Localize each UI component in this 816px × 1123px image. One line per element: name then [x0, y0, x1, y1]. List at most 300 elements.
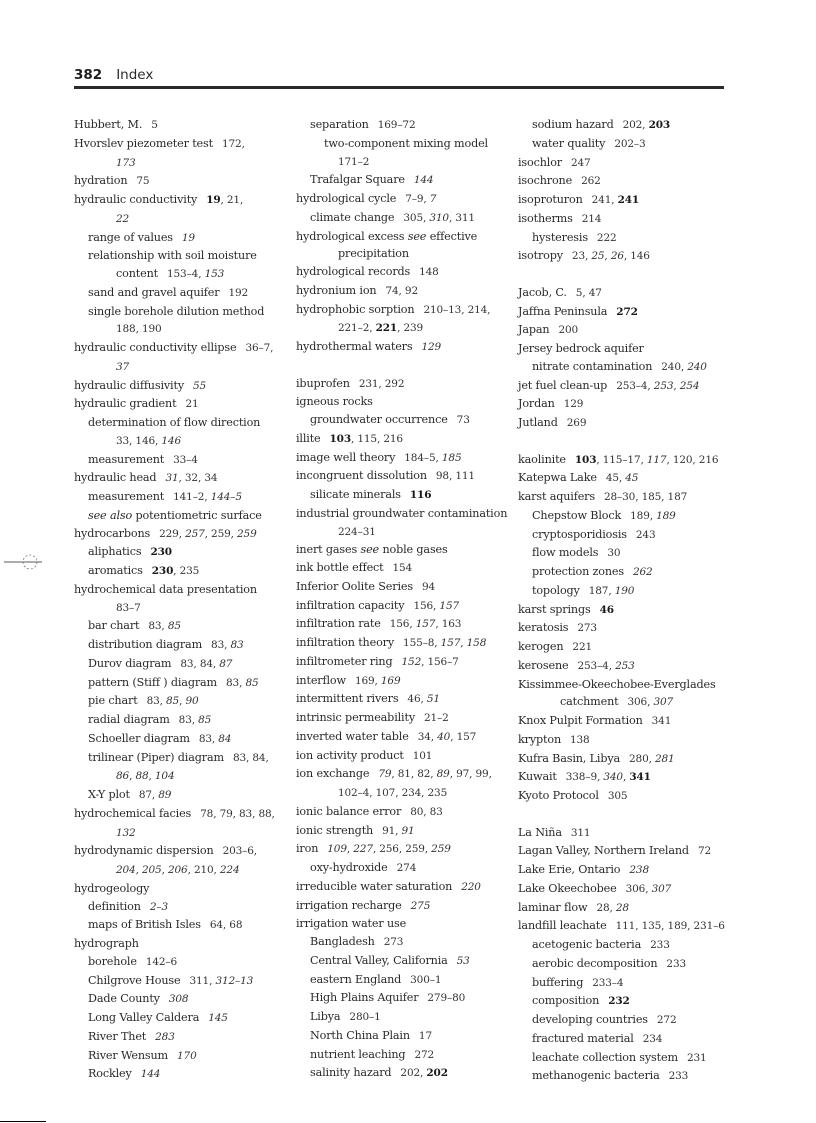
index-entry [74, 730, 288, 749]
page-ref: 103 [574, 453, 597, 466]
entry-term: hydrochemical facies [74, 806, 192, 820]
entry-pages [607, 547, 620, 559]
entry-term: hydrodynamic dispersion [74, 844, 214, 858]
entry-pages [633, 566, 653, 578]
entry-term: buffering [532, 975, 584, 989]
index-entry [518, 284, 724, 303]
index-entry [74, 525, 288, 544]
entry-term: Inferior Oolite Series [296, 579, 413, 593]
page-ref: 153–4, [166, 268, 205, 280]
entry-term: isochlor [518, 155, 562, 169]
page-ref: , 120, 216 [666, 453, 719, 466]
entry-term: X-Y plot [88, 788, 130, 801]
page-ref: 98, 111 [435, 470, 475, 483]
entry-term: Trafalgar Square [310, 173, 405, 187]
entry-term: measurement [88, 490, 165, 503]
page-ref: 30 [607, 547, 621, 560]
index-entry [296, 915, 508, 933]
page-ref: 145 [208, 1012, 228, 1024]
page-ref: 169, [354, 674, 381, 687]
entry-term: hydraulic gradient [74, 397, 177, 411]
page-ref: 109 [327, 843, 347, 856]
page-ref: 144 [413, 174, 434, 187]
entry-pages [402, 656, 459, 668]
index-entry [74, 451, 288, 470]
page-ref: 31 [165, 472, 179, 485]
entry-term: hydraulic head [74, 471, 157, 485]
entry-pages [600, 604, 614, 616]
page-ref: 26 [610, 250, 624, 263]
entry-pages [179, 714, 212, 726]
entry-term: range of values [88, 230, 173, 244]
page-ref: 259 [431, 843, 451, 856]
entry-term: igneous rocks [296, 395, 373, 409]
entry-pages [414, 174, 434, 186]
entry-pages [669, 1070, 689, 1082]
entry-term: Kyoto Protocol [518, 789, 599, 802]
index-entry [296, 709, 508, 728]
page-ref: 91 [401, 824, 415, 837]
entry-term: Kuwait [518, 770, 557, 784]
entry-term: radial diagram [88, 713, 170, 726]
index-entry [74, 469, 288, 488]
page-ref: , [161, 864, 168, 876]
entry-pages [338, 526, 376, 538]
index-entry [518, 582, 724, 601]
entry-pages [150, 901, 168, 913]
index-entry [518, 899, 724, 918]
index-entry [518, 395, 724, 414]
page-ref: 146 [161, 434, 181, 447]
page-ref: , [148, 770, 155, 783]
index-entry [518, 768, 724, 787]
index-entry [296, 690, 508, 709]
page-ref: 305, [403, 211, 430, 224]
index-entry [74, 861, 288, 880]
index-entry [518, 507, 724, 526]
entry-pages [577, 622, 597, 634]
entry-term: inert gases [296, 543, 361, 557]
page-ref: 230 [151, 565, 174, 577]
entry-pages [592, 977, 623, 989]
entry-pages [208, 1012, 228, 1024]
index-entry [518, 154, 724, 173]
page-ref: 102–4, 107, 234, 235 [338, 787, 448, 799]
page-ref: 36–7, [245, 342, 274, 354]
page-ref: 241, [591, 194, 618, 206]
page-ref: 192 [228, 286, 249, 299]
page-ref: 200 [558, 324, 579, 337]
page-ref: 300–1 [410, 973, 442, 986]
page-ref: 28, [596, 901, 616, 914]
index-entry [518, 451, 724, 470]
index-entry [518, 116, 724, 135]
index-entry [296, 375, 508, 394]
entry-term: laminar flow [518, 900, 588, 914]
entry-term: kaolinite [518, 452, 566, 466]
page-ref: , 210, [187, 864, 220, 876]
entry-pages [359, 378, 405, 390]
page-ref: , 256, 259, [372, 843, 432, 856]
page-ref: 229, [159, 527, 186, 540]
entry-term: karst aquifers [518, 490, 595, 503]
entry-pages [616, 380, 699, 392]
page-ref: 141–2, [173, 491, 211, 503]
index-entry [296, 449, 508, 468]
entry-term: ion exchange [296, 767, 370, 781]
page-ref: 253 [653, 379, 674, 392]
index-entry [296, 840, 508, 859]
index-entry [518, 750, 724, 769]
index-entry [518, 693, 724, 712]
index-entry [74, 581, 288, 599]
entry-term-rest: effective [426, 229, 478, 243]
entry-term: catchment [560, 695, 619, 709]
index-entry [518, 824, 724, 843]
page-ref: , 21, [220, 194, 244, 206]
entry-pages [629, 753, 675, 765]
page-ref: 25 [591, 250, 605, 263]
entry-pages [226, 677, 259, 689]
index-entry [74, 1028, 288, 1047]
page-ref: 221 [572, 641, 593, 653]
entry-term: oxy-hydroxide [310, 861, 388, 874]
page-ref: 241 [617, 194, 640, 206]
index-column-2 [296, 116, 508, 1083]
entry-term: hydrograph [74, 937, 139, 950]
entry-term: water quality [532, 136, 606, 150]
page-ref: , [346, 843, 354, 856]
index-entry [74, 247, 288, 265]
entry-pages [576, 287, 602, 299]
index-entry [296, 897, 508, 916]
entry-pages [418, 731, 476, 743]
page-ref: 238 [629, 864, 649, 876]
entry-term: trilinear (Piper) diagram [88, 750, 224, 764]
page-ref: 34, [417, 730, 438, 743]
page-ref: 87, [138, 789, 159, 801]
index-letter-gap [296, 357, 508, 375]
page-ref: 262 [581, 175, 601, 188]
page-ref: 173 [116, 156, 136, 169]
page-ref: 189 [656, 509, 676, 522]
page-ref: 220 [461, 880, 481, 893]
page-ref: , 239 [397, 322, 424, 335]
page-ref: 172, [221, 137, 245, 150]
page-ref: 214 [581, 212, 602, 225]
page-ref: 306, [627, 696, 654, 709]
page-ref: 274 [396, 862, 417, 874]
page-ref: 72 [697, 845, 712, 858]
index-entry [518, 638, 724, 657]
page-ref: 227 [353, 843, 373, 856]
index-letter-gap [518, 806, 724, 824]
entry-pages [338, 787, 447, 799]
index-entry [74, 1009, 288, 1028]
index-entry [296, 1008, 508, 1027]
page-ref: 73 [456, 414, 470, 426]
index-entry [74, 432, 288, 451]
entry-term: content [116, 267, 158, 280]
entry-pages [139, 789, 172, 801]
entry-pages [436, 470, 475, 482]
entry-term: keratosis [518, 621, 569, 635]
entry-term: distribution diagram [88, 638, 203, 651]
entry-pages [151, 119, 158, 131]
entry-term: iron [296, 842, 319, 856]
page-ref: 253–4, [577, 659, 616, 672]
page-ref: 103 [329, 432, 351, 445]
entry-pages [614, 138, 645, 150]
entry-pages [116, 602, 141, 614]
entry-term: leachate collection system [532, 1050, 678, 1064]
entry-term: irrigation water use [296, 917, 407, 931]
index-entry [74, 339, 288, 358]
page-ref: 84 [218, 732, 232, 745]
page-ref: 190 [614, 584, 635, 597]
page-ref: 272 [616, 305, 638, 318]
page-ref: 148 [419, 266, 439, 278]
page-ref: 5, 47 [575, 286, 602, 299]
index-entry [518, 229, 724, 248]
entry-pages [687, 1052, 707, 1064]
index-entry [74, 284, 288, 303]
page-ref: 283 [155, 1030, 175, 1043]
entry-pages [629, 864, 649, 876]
page-ref: 156, [413, 599, 440, 612]
index-entry [74, 116, 288, 135]
entry-term: hydrothermal waters [296, 340, 413, 353]
page-ref: 156, [389, 618, 416, 631]
page-ref: 210–13, 214, [423, 303, 491, 316]
entry-pages [413, 600, 459, 612]
index-entry [518, 303, 724, 322]
page-ref: 230 [150, 546, 172, 559]
page-ref: 272 [414, 1048, 435, 1061]
entry-pages [407, 693, 440, 705]
entry-term: topology [532, 583, 580, 597]
page-ref: 90 [185, 695, 199, 708]
index-entry [296, 578, 508, 597]
index-entry [296, 1064, 508, 1083]
index-entry [74, 935, 288, 953]
page-ref: , [460, 637, 467, 649]
page-ref: 132 [116, 826, 136, 839]
page-ref: 101 [412, 749, 433, 762]
entry-term: Jersey bedrock aquifer [518, 342, 644, 355]
entry-term: Kufra Basin, Libya [518, 751, 621, 765]
entry-term: isoproturon [518, 193, 583, 206]
entry-term: kerosene [518, 658, 569, 672]
entry-pages [421, 341, 441, 353]
page-ref: 240, [661, 360, 688, 373]
index-entry [296, 209, 508, 228]
index-entry [74, 543, 288, 562]
index-entry [296, 933, 508, 952]
index-entry [74, 767, 288, 786]
index-entry [74, 692, 288, 711]
index-entry [518, 1030, 724, 1049]
entry-pages [210, 919, 243, 931]
index-entry [518, 377, 724, 396]
index-entry [296, 505, 508, 523]
page-ref: 111, 135, 189, 231–6 [615, 920, 725, 933]
entry-cross-ref: see [407, 229, 427, 243]
entry-term: karst springs [518, 602, 591, 616]
entry-term: North China Plain [310, 1028, 410, 1042]
page-ref: 37 [116, 360, 130, 373]
index-entry [74, 842, 288, 861]
page-ref: 259 [237, 527, 257, 540]
page-ref: 83, 84, [180, 657, 220, 670]
index-entry [518, 340, 724, 358]
index-entry [296, 559, 508, 578]
index-entry [518, 135, 724, 154]
entry-term: La Niña [518, 825, 562, 839]
page-ref: 222 [596, 231, 617, 244]
index-entry [518, 191, 724, 210]
page-ref: 17 [418, 1029, 432, 1042]
entry-pages [199, 733, 232, 745]
entry-term: Hubbert, M. [74, 118, 143, 131]
entry-term: ion activity product [296, 748, 404, 762]
page-ref: 224 [219, 864, 240, 876]
entry-pages [571, 827, 591, 839]
page-ref: 104 [154, 770, 175, 783]
index-entry [296, 952, 508, 971]
entry-pages [592, 194, 639, 206]
entry-pages [386, 285, 419, 297]
index-entry [74, 395, 288, 414]
page-ref: 116 [409, 489, 432, 501]
entry-term: incongruent dissolution [296, 469, 427, 483]
page-ref: 243 [635, 528, 656, 541]
index-entry [296, 653, 508, 672]
page-ref: 157 [439, 599, 460, 612]
page-ref: 247 [571, 156, 591, 169]
index-entry [518, 1067, 724, 1086]
page-ref: 85 [245, 676, 259, 689]
page-ref: 83, 84, [232, 751, 269, 764]
entry-term: High Plains Aquifer [310, 991, 419, 1005]
index-entry [296, 615, 508, 634]
entry-pages [116, 864, 240, 876]
entry-pages [411, 900, 431, 912]
page-ref: 78, 79, 83, 88, [200, 807, 275, 820]
entry-term: ionic strength [296, 823, 374, 837]
page-ref: 83, [211, 639, 231, 651]
page-ref: 7–9, [405, 193, 430, 205]
entry-term: Jordan [518, 397, 555, 411]
entry-term: River Thet [88, 1029, 147, 1043]
entry-pages [233, 752, 269, 764]
page-ref: 340 [603, 771, 623, 784]
entry-pages [636, 529, 656, 541]
page-ref: 187, [588, 584, 615, 597]
entry-term: determination of flow direction [88, 416, 261, 429]
entry-term: Central Valley, California [310, 953, 448, 967]
entry-term: cryptosporidiosis [532, 527, 627, 541]
entry-term: isotropy [518, 249, 563, 263]
page-ref: 85 [167, 620, 181, 633]
entry-term: Katepwa Lake [518, 471, 597, 485]
index-entry [74, 674, 288, 693]
index-entry [74, 358, 288, 377]
index-entry [296, 803, 508, 822]
entry-term: aliphatics [88, 545, 142, 559]
page-ref: 51 [426, 693, 440, 706]
index-entry [518, 787, 724, 806]
index-entry [296, 597, 508, 616]
entry-pages [567, 417, 587, 429]
page-ref: 23, [571, 250, 592, 263]
page-ref: 45, [605, 472, 626, 485]
index-entry [74, 990, 288, 1009]
index-entry [74, 377, 288, 396]
entry-term: irreducible water saturation [296, 879, 453, 893]
index-entry [74, 135, 288, 154]
entry-term: hydration [74, 174, 128, 188]
index-entry [296, 319, 508, 338]
index-entry [74, 303, 288, 321]
entry-term: single borehole dilution method [88, 304, 265, 318]
index-entry [74, 562, 288, 581]
entry-term: methanogenic bacteria [532, 1069, 660, 1083]
entry-term: hydraulic conductivity ellipse [74, 341, 237, 354]
page-ref: 83, [146, 695, 166, 708]
entry-term: infiltration rate [296, 617, 381, 631]
page-ref: 83, [148, 620, 168, 633]
entry-pages [623, 119, 670, 131]
entry-pages [564, 398, 584, 410]
bottom-crop-line [0, 1121, 46, 1122]
index-entry [74, 229, 288, 248]
page-ref: 75 [136, 175, 150, 188]
entry-pages [661, 361, 707, 373]
entry-term: Jutland [518, 416, 558, 429]
page-ref: 221 [375, 322, 398, 335]
page-ref: , 97, 99, [449, 768, 492, 781]
page-ref: 280–1 [349, 1011, 381, 1023]
running-title: Index [116, 67, 154, 83]
index-entry [518, 544, 724, 563]
entry-pages [410, 489, 431, 501]
page-ref: , [135, 864, 142, 876]
page-ref: 94 [421, 580, 436, 593]
page-ref: 88 [135, 770, 149, 783]
index-entry [518, 601, 724, 620]
index-entry [518, 172, 724, 191]
entry-pages [382, 825, 415, 837]
entry-term: salinity hazard [310, 1066, 392, 1080]
page-ref: 306, [625, 882, 652, 895]
page-ref: 273 [383, 936, 404, 948]
entry-pages [393, 562, 413, 574]
index-entry [518, 955, 724, 974]
page-ref: 184–5, [404, 451, 442, 464]
index-entry [74, 655, 288, 674]
entry-term: interflow [296, 673, 346, 687]
index-entry [518, 1011, 724, 1030]
page-ref: 185 [441, 451, 462, 464]
page-ref: , [673, 379, 680, 392]
index-entry [74, 320, 288, 339]
index-entry [518, 247, 724, 266]
entry-pages [397, 862, 417, 874]
entry-pages [410, 806, 443, 818]
page-ref: , 115–17, [596, 453, 647, 466]
entry-pages [159, 528, 257, 540]
